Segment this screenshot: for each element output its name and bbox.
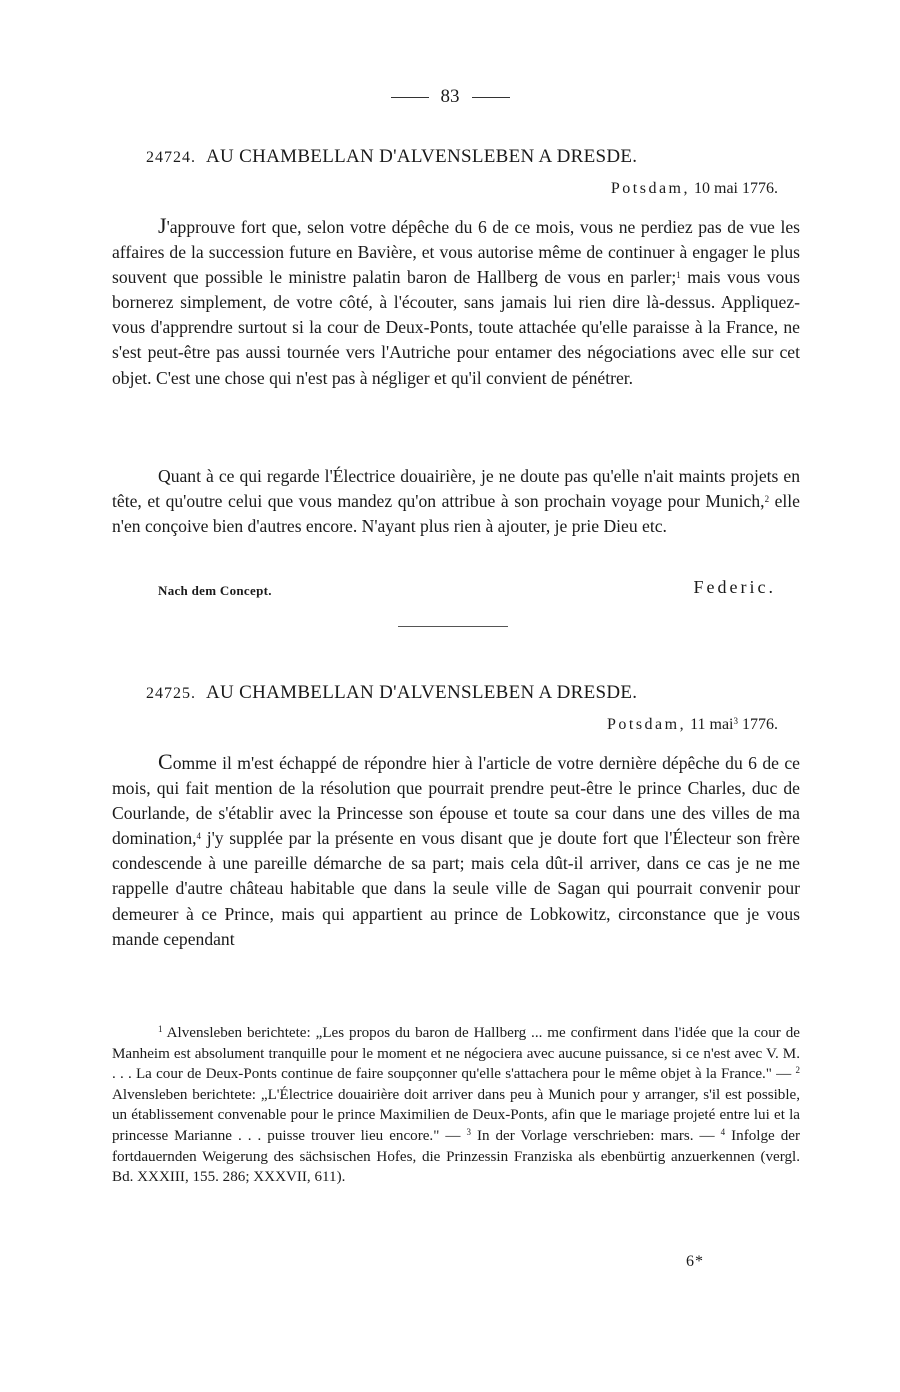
footnote-ref: 3 — [733, 716, 738, 726]
letter-heading — [146, 146, 786, 168]
letter-dateline — [611, 180, 778, 198]
letter-title: AU CHAMBELLAN D'ALVENSLEBEN A DRESDE. — [206, 682, 638, 703]
paragraph-initial: C — [158, 749, 173, 774]
page-number: 83 — [0, 86, 900, 108]
letter-place: Potsdam, — [610, 180, 690, 197]
letter-number: 24725. — [146, 685, 196, 702]
letter-heading — [146, 682, 786, 704]
letter-paragraph: Comme il m'est échappé de répondre hier à l'article de votre dernière dépêche du 6 de ce mois, qui fait mention de la résolution que pourrait prendre peut-être le prince Charles, duc de Courlande, de s'établir avec la Princesse son épouse et toute sa cour dans une des villes de ma domination,$^4$ j'y supplée par la présente en vous disant que je doute fort que l'Électeur son frère condescende à une pareille démarche de sa part; mais cela dût-il arriver, dans ce cas je ne me rappelle d'autre château habitable que dans la seule ville de Sagan qui pourrait convenir pour demeurer à ce Prince, mais qui appartient au prince de Lobkowitz, circonstance que je vous mande cependant — [112, 749, 800, 949]
footnote-mark: 2 — [795, 1065, 800, 1076]
sheet-signature-mark: 6* — [686, 1253, 704, 1270]
letter-date: 10 mai 1776. — [694, 180, 778, 197]
section-divider — [398, 626, 508, 627]
letter-title: AU CHAMBELLAN D'ALVENSLEBEN A DRESDE. — [206, 146, 638, 167]
footnote-ref: 4 — [196, 831, 202, 842]
footnote-text: Infolge der fortdauernden Weigerung des sächsischen Hofes, die Prinzessin Franziska als ebenbürtig anzuerkennen (vergl. Bd. XXXIII, 155. 286; XXXVII, 611). — [112, 1127, 801, 1186]
letter-date: 11 mai — [690, 716, 734, 733]
page-number-dash-right — [472, 97, 510, 98]
letter-number: 24724. — [146, 149, 196, 166]
footnote-ref: 2 — [764, 494, 770, 505]
letter-place: Potsdam, — [606, 716, 687, 733]
letter-paragraph: J'approuve fort que, selon votre dépêche du 6 de ce mois, vous ne perdiez pas de vue les affaires de la succession future en Bavière, et vous autorise même de continuer à engager le plus souvent que possible le ministre palatin baron de Hallberg de vous en parler;$^1$ mais vous vous bornerez simplement, de votre côté, à l'écouter, sans jamais lui rien dire là-dessus. Appliquez-vous d'apprendre surtout si la cour de Deux-Ponts, toute attachée qu'elle paraisse à la France, ne s'est peut-être pas aussi tournée vers l'Autriche pour entamer des négociations avec elle sur cet objet. C'est une chose qui n'est pas à négliger et qu'il convient de pénétrer. — [112, 213, 800, 388]
letter-paragraph: Quant à ce qui regarde l'Électrice douairière, je ne doute pas qu'elle n'ait maints projets en tête, et qu'outre celui que vous mandez qu'on attribue à son prochain voyage pour Munich,$^2$ elle n'en conçoive bien d'autres encore. N'ayant plus rien à ajouter, je prie Dieu etc. — [112, 466, 800, 537]
letter-dateline: Potsdam, 11 mai$^3$ 1776. — [606, 716, 778, 733]
footnotes — [112, 1023, 800, 1188]
page-number-dash-left — [391, 97, 429, 98]
footnote-text: In der Vorlage verschrieben: mars. — — [470, 1127, 721, 1144]
footnote-ref: 1 — [676, 270, 681, 281]
source-note: Nach dem Concept. — [158, 583, 272, 598]
footnote-mark: 1 — [158, 1024, 163, 1034]
footnote-mark: 3 — [466, 1126, 471, 1137]
footnote-mark: 4 — [720, 1126, 726, 1137]
footnote-text: Alvensleben berichtete: „L'Électrice douairière doit arriver dans peu à Munich pour y arranger, s'il est possible, un établissement convenable pour le prince Maximilien de Deux-Ponts, afin que le mariage projeté entre lui et la princesse Marianne . . . puisse trouver lieu encore." — — [112, 1086, 800, 1144]
footnote-text: Alvensleben berichtete: „Les propos du baron de Hallberg ... me confirment dans l'idée que la cour de Manheim est absolument tranquille pour le moment et ne négociera avec aucune puissance, si ce n'est avec V. M. . . . La cour de Deux-Ponts continue de faire soupçonner qu'elle s'attachera pour le même objet à la France." — — [112, 1025, 800, 1083]
paragraph-initial: J — [158, 213, 167, 238]
signature: Federic. — [693, 577, 776, 597]
